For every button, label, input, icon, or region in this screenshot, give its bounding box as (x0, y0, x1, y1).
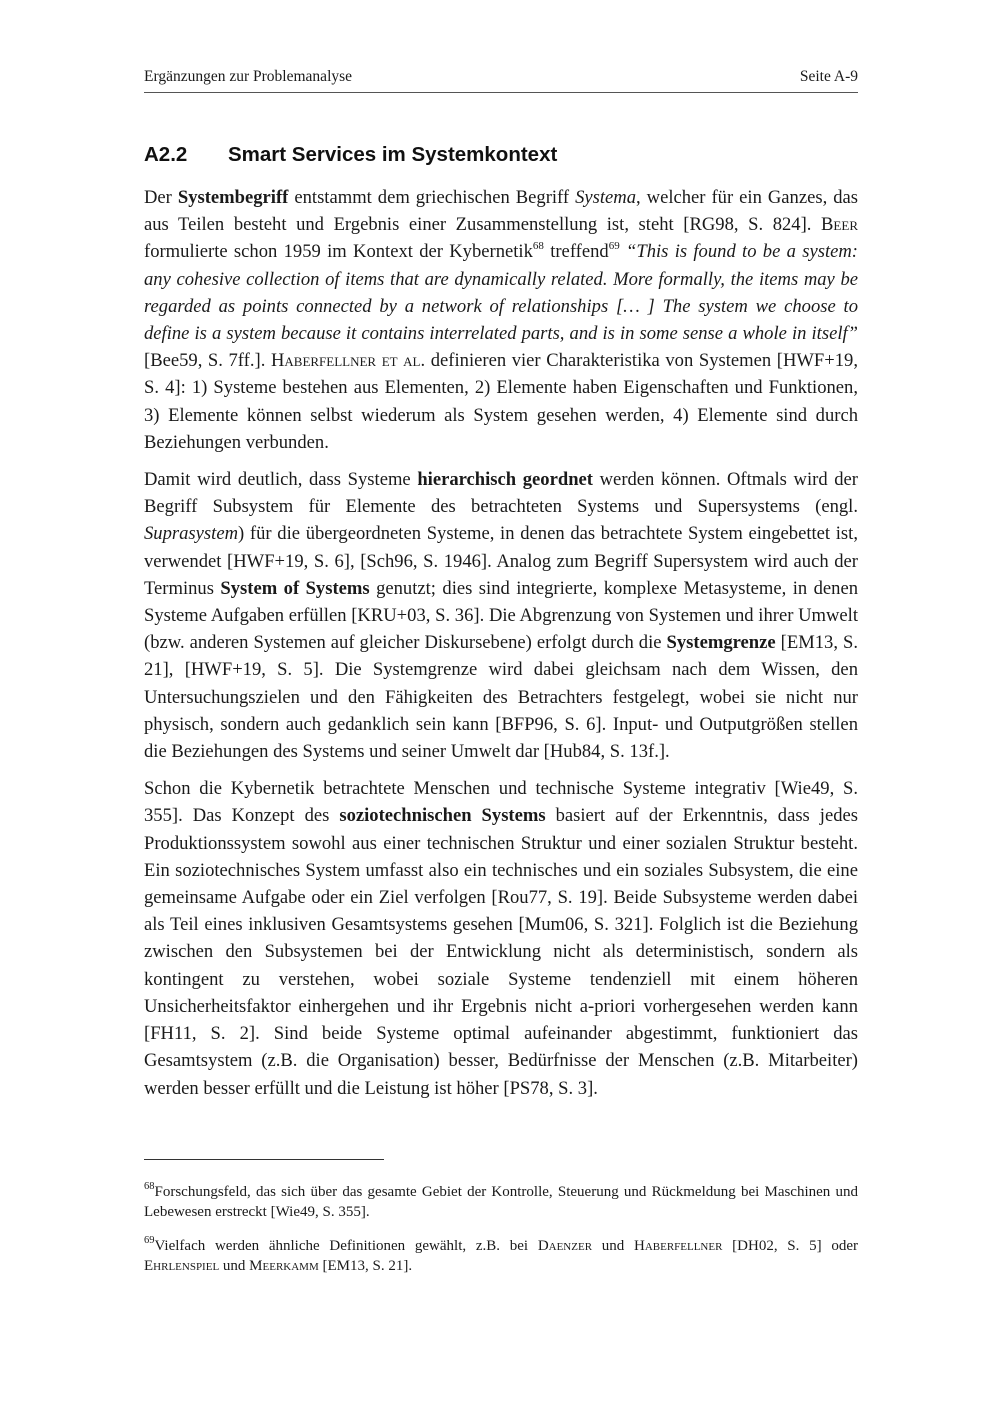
text-run: [Bee59, S. 7ff.]. (144, 350, 271, 372)
footnote-number: 68 (144, 1181, 155, 1192)
bold-term: hierarchisch geordnet (417, 469, 593, 491)
author-name: Meerkamm (249, 1258, 319, 1274)
text-run: genutzt; dies sind integrierte, komplexe Metasysteme, in denen Systeme Aufgaben erfüllen [KRU+03, S. 36]. Die Abgrenzung von Systemen und ihrer Umwelt (bzw. anderen Systemen auf gleicher Diskursebene) erfolgt durch die (144, 577, 858, 654)
text-run: [EM13, S. 21], [HWF+19, S. 5]. Die Systemgrenze wird dabei gleichsam nach dem Wissen, den Untersuchungszielen und den Fähigkeiten des Betrachters festgelegt, wobei sie nicht nur physisch, sondern auch gedanklich sein kann [BFP96, S. 6]. Input- und Outputgrößen stellen die Beziehungen des Systems und seiner Umwelt dar [Hub84, S. 13f.]. (144, 632, 858, 763)
footnote-68 (144, 1182, 858, 1222)
footnote-text: [EM13, S. 21]. (318, 1258, 413, 1274)
bold-term: System of Systems (220, 577, 370, 599)
body-text (144, 184, 858, 1112)
text-run: definieren vier Charakteristika von Systemen [HWF+19, S. 4]: 1) Systeme bestehen aus Elementen, 2) Elemente haben Eigenschaften und Funktionen, 3) Elemente können selbst wiederum als System gesehen werden, 4) Elemente sind durch Beziehungen verbunden. (144, 350, 858, 453)
footnote-ref-68[interactable]: 68 (532, 240, 544, 253)
section-heading (144, 143, 858, 167)
bold-term: Systemgrenze (666, 632, 776, 654)
beer-quote: “This is found to be a system: any cohesive collection of items that are dynamically related. More formally, the items may be regarded as points connected by a network of relationships [… ] The system we choose to define is a system because it contains interrelated parts, and is in some sense a whole in itself” (144, 241, 858, 345)
footnotes (144, 1182, 858, 1290)
text-run: formulierte schon 1959 im Kontext der Kybernetik (144, 241, 533, 263)
author-name: Ehrlenspiel (144, 1258, 220, 1274)
text-run: entstammt dem griechischen Begriff (288, 187, 576, 208)
text-run: Schon die Kybernetik betrachtete Menschen und technische Systeme integrativ [Wie49, S. 355]. Das Konzept des (144, 778, 858, 827)
footnote-divider (144, 1159, 384, 1160)
paragraph-sociotechnical (144, 775, 858, 1101)
footnote-text: und (592, 1238, 634, 1254)
footnote-number: 69 (144, 1235, 155, 1246)
text-run: Damit wird deutlich, dass Systeme (144, 469, 418, 491)
text-run: werden können. Oftmals wird der Begriff Subsystem für Elemente des betrachteten Systems und Supersystems (engl. (144, 469, 859, 518)
footnote-text: und (219, 1258, 250, 1274)
header-page-number: Seite A-9 (799, 68, 858, 85)
footnote-text: Forschungsfeld, das sich über das gesamte Gebiet der Kontrolle, Steuerung und Rückmeldung bei Maschinen und Lebewesen erstreckt [Wie49, S. 355]. (144, 1184, 858, 1220)
italic-term: Suprasystem (144, 523, 238, 545)
paragraph-system-definition (144, 184, 858, 456)
paragraph-hierarchy (144, 466, 858, 765)
author-name: Haberfellner (633, 1238, 723, 1254)
bold-term: Systembegriff (177, 187, 289, 208)
section-title: Smart Services im Systemkontext (228, 143, 558, 166)
author-name: Beer (821, 214, 858, 236)
footnote-69 (144, 1236, 858, 1276)
text-run: basiert auf der Erkenntnis, dass jedes Produktionssystem sowohl aus einer technischen Struktur und einer sozialen Struktur besteht. Ein soziotechnisches System umfasst also ein technisches und ein soziales Subsystem, die eine gemeinsame Aufgabe oder ein Ziel verfolgen [Rou77, S. 19]. Beide Subsysteme werden dabei als Teil eines inklusiven Gesamtsystems gesehen [Mum06, S. 321]. Folglich ist die Beziehung zwischen den Subsystemen bei der Entwicklung nicht als deterministisch, sondern als kontingent zu verstehen, wobei soziale Systeme tendenziell mit einem höheren Unsicherheitsfaktor einhergehen und ihr Ergebnis nicht a-priori vorhergesehen werden kann [FH11, S. 2]. Sind beide Systeme optimal aufeinander abgestimmt, funktioniert das Gesamtsystem (z.B. die Organisation) besser, Bedürfnisse der Menschen (z.B. Mitarbeiter) werden besser erfüllt und die Leistung ist höher [PS78, S. 3]. (144, 805, 858, 1099)
author-name: Haberfellner et al. (270, 350, 426, 372)
author-name: Daenzer (537, 1238, 593, 1254)
italic-term: Systema (575, 187, 637, 208)
section-number: A2.2 (144, 143, 188, 166)
text-run: Der (144, 187, 178, 208)
bold-term: soziotechnischen Systems (339, 805, 546, 827)
text-run: , welcher für ein Ganzes, das aus Teilen besteht und Ergebnis einer Zusammenstellung ist, steht [RG98, S. 824]. (144, 187, 858, 236)
footnote-text: Vielfach werden ähnliche Definitionen gewählt, z.B. bei (154, 1238, 538, 1254)
text-run: treffend (543, 241, 609, 263)
footnote-text: [DH02, S. 5] oder (722, 1238, 858, 1254)
header-chapter-title: Ergänzungen zur Problemanalyse (144, 68, 353, 85)
text-run: ) für die übergeordneten Systeme, in denen das betrachtete System eingebettet ist, verwendet [HWF+19, S. 6], [Sch96, S. 1946]. Analog zum Begriff Supersystem wird auch der Terminus (144, 523, 858, 599)
footnote-ref-69[interactable]: 69 (608, 240, 620, 253)
running-header (144, 66, 858, 93)
